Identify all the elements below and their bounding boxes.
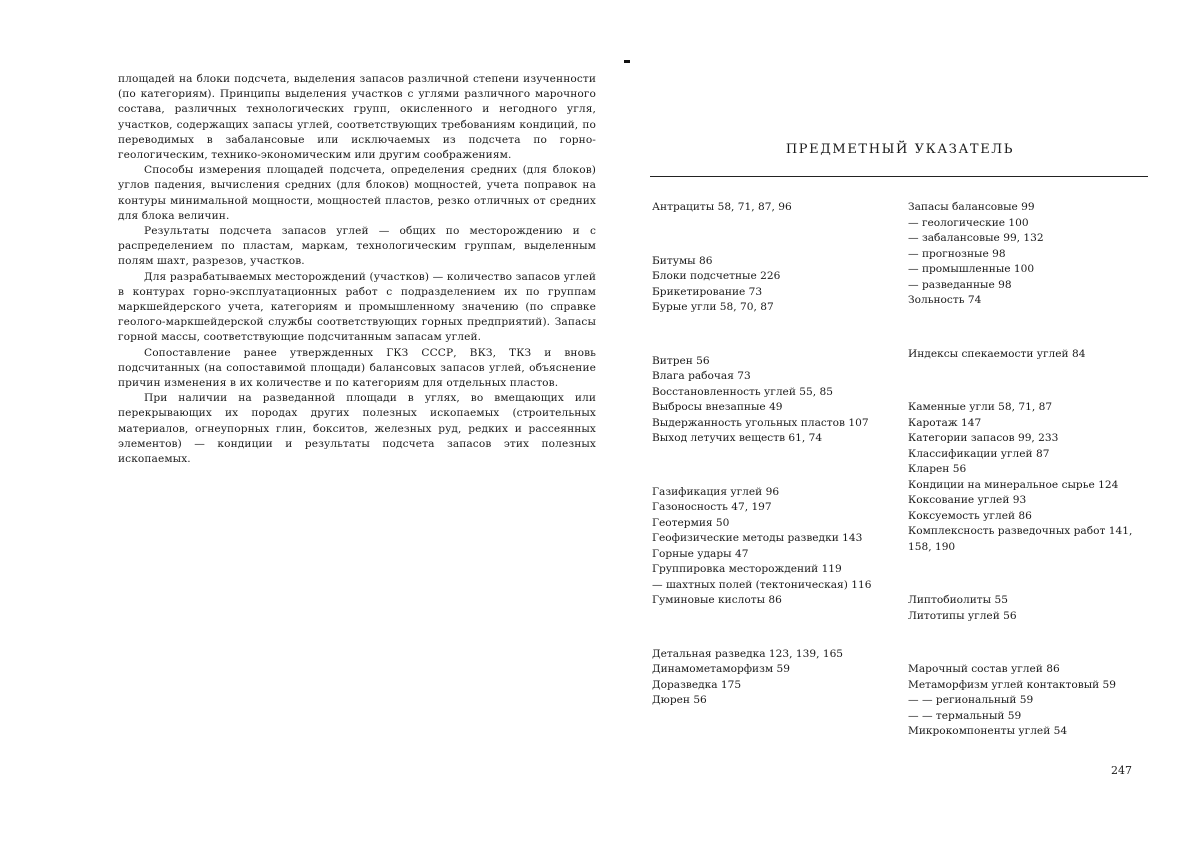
index-entry: Блоки подсчетные 226 [652,270,781,282]
left-page-text [118,72,596,467]
index-entry: — забалансовые 99, 132 [908,232,1044,244]
index-letter-group [652,254,880,316]
index-entry: — шахтных полей (тектоническая) 116 [652,578,872,591]
index-entry: Горные удары 47 [652,547,749,560]
index-title: ПРЕДМЕТНЫЙ УКАЗАТЕЛЬ [785,142,1015,157]
index-entry: Микрокомпоненты углей 54 [908,725,1068,737]
index-entry: Выход летучих веществ 61, 74 [652,432,823,444]
index-letter-group [652,354,880,447]
index-entry: Детальная разведка 123, 139, 165 [652,647,844,660]
index-letter-group [908,662,1140,740]
index-entry: Дюрен 56 [652,694,707,706]
body-paragraph: Результаты подсчета запасов углей — общих по месторождению и с распределением по пластам, маркам, технологическим группам, выделенным полям шахт, разрезов, участков. [118,225,596,268]
index-entry: Антрациты 58, 71, 87, 96 [652,201,792,213]
index-letter-group [652,647,880,709]
body-paragraph: Сопоставление ранее утвержденных ГКЗ СССР, ВКЗ, ТКЗ и вновь подсчитанных (на сопоставимой площади) балансовых запасов углей, объяснение причин изменения в их количестве и по категориям для отдельных пластов. [118,346,596,390]
index-entry: Битумы 86 [652,254,713,267]
body-paragraph: площадей на блоки подсчета, выделения запасов различной степени изученности (по категориям). Принципы выделения участков с углями различного марочного состава, различных технологических групп, окисленного и негодного угля, участков, содержащих запасы углей, соответствующих требованиям кондиций, по переводимых в забалансовые или исключаемых из подсчета по горно-геологическим, технико-экономическим или другим соображениям. [118,73,596,162]
index-entry: Геофизические методы разведки 143 [652,532,863,544]
index-entry: Липтобиолиты 55 [908,594,1008,606]
index-entry: Доразведка 175 [652,678,742,691]
index-entry: Выбросы внезапные 49 [652,401,783,413]
body-paragraph: Способы измерения площадей подсчета, определения средних (для блоков) углов падения, вычисления средних (для блоков) мощностей, учета поправок на контуры минимальной мощности, мощностей пластов, резко отличных от средних для блока величин. [118,164,596,222]
index-entry: Комплексность разведочных работ 141, 158, 190 [908,525,1133,553]
index-column-right [908,200,1140,740]
index-entry: Каротаж 147 [908,416,982,429]
title-rule [650,176,1148,177]
index-entry: — промышленные 100 [908,263,1035,275]
scan-speck [624,60,630,63]
index-entry: Марочный состав углей 86 [908,663,1060,675]
index-entry: Динамометаморфизм 59 [652,663,790,675]
index-entry: — геологические 100 [908,216,1029,229]
body-paragraph: При наличии на разведанной площади в углях, во вмещающих или перекрывающих их породах других полезных ископаемых (строительных материалов, огнеупорных глин, бокситов, железных руд, редких и рассеянных элементов) — кондиции и результаты подсчета запасов этих полезных ископаемых. [118,392,596,466]
index-entry: Коксуемость углей 86 [908,509,1032,522]
index-letter-group [908,347,1140,363]
index-entry: Зольность 74 [908,294,982,306]
index-entry: — — региональный 59 [908,694,1034,706]
index-entry: Бурые угли 58, 70, 87 [652,301,774,313]
index-entry: — разведанные 98 [908,278,1012,291]
index-entry: Каменные угли 58, 71, 87 [908,401,1053,413]
index-entry: Классификации углей 87 [908,447,1050,460]
index-entry: Витрен 56 [652,354,710,367]
index-entry: Восстановленность углей 55, 85 [652,385,833,398]
index-entry: Коксование углей 93 [908,494,1027,506]
index-letter-group [652,485,880,609]
index-letter-group [908,593,1140,624]
index-entry: Индексы спекаемости углей 84 [908,347,1086,360]
index-letter-group [652,200,880,216]
index-column-left [652,200,880,709]
index-entry: Геотермия 50 [652,516,730,529]
index-letter-group [908,200,1140,309]
index-entry: Газоносность 47, 197 [652,501,772,513]
index-letter-group [908,400,1140,555]
index-entry: Группировка месторождений 119 [652,563,842,575]
index-entry: — прогнозные 98 [908,247,1006,260]
index-entry: Брикетирование 73 [652,285,763,298]
index-entry: Литотипы углей 56 [908,609,1017,622]
index-entry: Категории запасов 99, 233 [908,432,1059,444]
index-entry: Выдержанность угольных пластов 107 [652,416,869,429]
index-entry: Кондиции на минеральное сырье 124 [908,478,1119,491]
page-number: 247 [1111,764,1132,777]
index-entry: Метаморфизм углей контактовый 59 [908,678,1117,691]
index-entry: Запасы балансовые 99 [908,201,1035,213]
index-entry: Кларен 56 [908,463,967,475]
index-entry: — — термальный 59 [908,709,1022,722]
index-entry: Газификация углей 96 [652,485,780,498]
index-entry: Влага рабочая 73 [652,370,751,382]
body-paragraph: Для разрабатываемых месторождений (участков) — количество запасов углей в контурах горно-эксплуатационных работ с подразделением их по группам маркшейдерского учета, категориям и промышленному значению (по справке геолого-маркшейдерской службы соответствующих горных предприятий). Запасы горной массы, соответствующие подсчитанным запасам углей. [118,270,596,344]
index-entry: Гуминовые кислоты 86 [652,594,782,606]
